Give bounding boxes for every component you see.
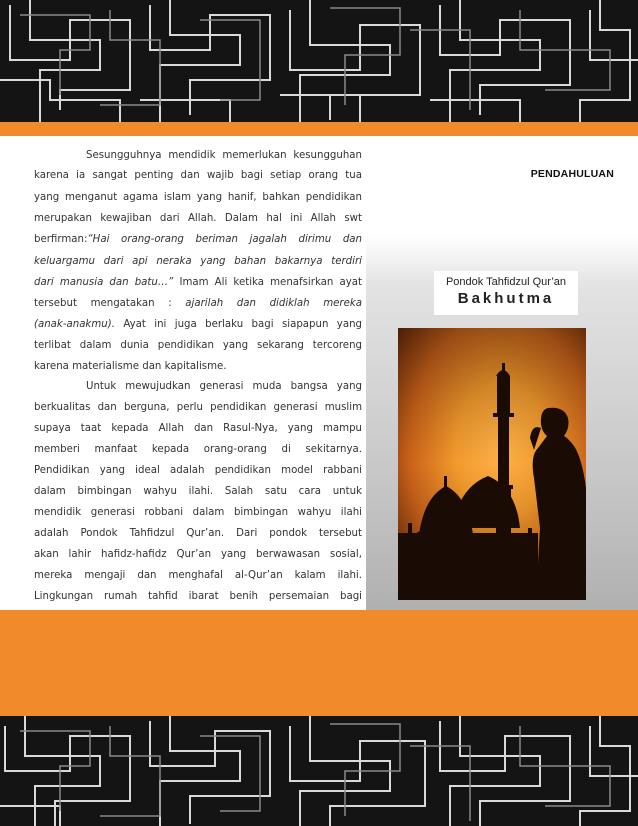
- body-line-8: [34, 294, 362, 314]
- orange-band-bottom: [0, 610, 638, 716]
- mosque-silhouette-image: [398, 328, 586, 600]
- body-line-22: Lingkungan rumah tahfid ibarat benih persemaian bagi: [34, 591, 362, 602]
- school-label-line1: Pondok Tahfidzul Qur’an: [445, 276, 567, 288]
- body-line-5: [34, 230, 362, 250]
- mosque-silhouette-photo: [398, 328, 586, 600]
- body-line-3: yang menganut agama islam yang hanif, bahkan pendidikan: [34, 192, 362, 203]
- body-line-7b: Imam Ali ketika menafsirkan ayat: [173, 277, 362, 288]
- body-line-18: mendidik generasi robbani dalam bimbingan wahyu ilahi: [34, 507, 362, 518]
- body-line-12: Untuk mewujudkan generasi muda bangsa yang: [86, 381, 362, 392]
- orange-band-top: [0, 122, 638, 136]
- body-line-13: berkualitas dan berguna, perlu pendidikan generasi muslim: [34, 402, 362, 413]
- body-line-10: terlibat dalam dunia pendidikan yang sekarang tercoreng: [34, 340, 362, 351]
- body-line-1: Sesungguhnya mendidik memerlukan kesungguhan: [86, 150, 362, 161]
- body-line-17: dalam bimbingan wahyu ilahi. Salah satu cara untuk: [34, 486, 362, 497]
- body-line-11: karena materialisme dan kapitalisme.: [34, 361, 227, 372]
- section-title: PENDAHULUAN: [530, 168, 614, 180]
- body-line-16: Pendidikan yang ideal adalah pendidikan model rabbani: [34, 465, 362, 476]
- body-line-5b: “Hai orang-orang beriman jagalah dirimu dan: [87, 234, 362, 245]
- body-line-2: karena ia sangat penting dan wajib bagi setiap orang tua: [34, 170, 362, 181]
- header-pattern: [0, 0, 638, 122]
- school-label: [434, 271, 578, 315]
- body-line-9a: (anak-anakmu).: [34, 319, 115, 330]
- body-line-21: mereka mengaji dan menghafal al-Qur’an kalam ilahi.: [34, 570, 362, 581]
- body-line-7: [34, 273, 362, 293]
- maze-pattern-top: [0, 0, 638, 122]
- school-label-name: Bakhutma: [457, 290, 555, 307]
- body-line-8a: tersebut mengatakan :: [34, 298, 186, 309]
- body-line-5a: berfirman:: [34, 234, 88, 245]
- body-line-7a: dari manusia dan batu…”: [34, 277, 174, 288]
- body-line-4: merupakan kewajiban dari Allah. Dalam hal ini Allah swt: [34, 213, 362, 224]
- maze-pattern-bottom: [0, 716, 638, 826]
- intro-text-box: [34, 136, 366, 635]
- body-line-20: akan lahir hafidz-hafidz Qur’an yang berwawasan sosial,: [34, 549, 362, 560]
- body-line-8b: ajarilah dan didiklah mereka: [185, 298, 363, 309]
- body-line-9b: Ayat ini juga berlaku bagi siapapun yang: [114, 319, 362, 330]
- body-line-14: supaya taat kepada Allah dan Rasul-Nya, yang mampu: [34, 423, 362, 434]
- body-line-15: memberi manfaat kepada orang-orang di sekitarnya.: [34, 444, 362, 455]
- body-line-6: keluargamu dari api neraka yang bahan bakarnya terdiri: [34, 256, 362, 267]
- body-line-19: adalah Pondok Tahfidzul Qur’an. Dari pondok tersebut: [34, 528, 362, 539]
- footer-pattern: [0, 716, 638, 826]
- body-line-9: [34, 315, 362, 335]
